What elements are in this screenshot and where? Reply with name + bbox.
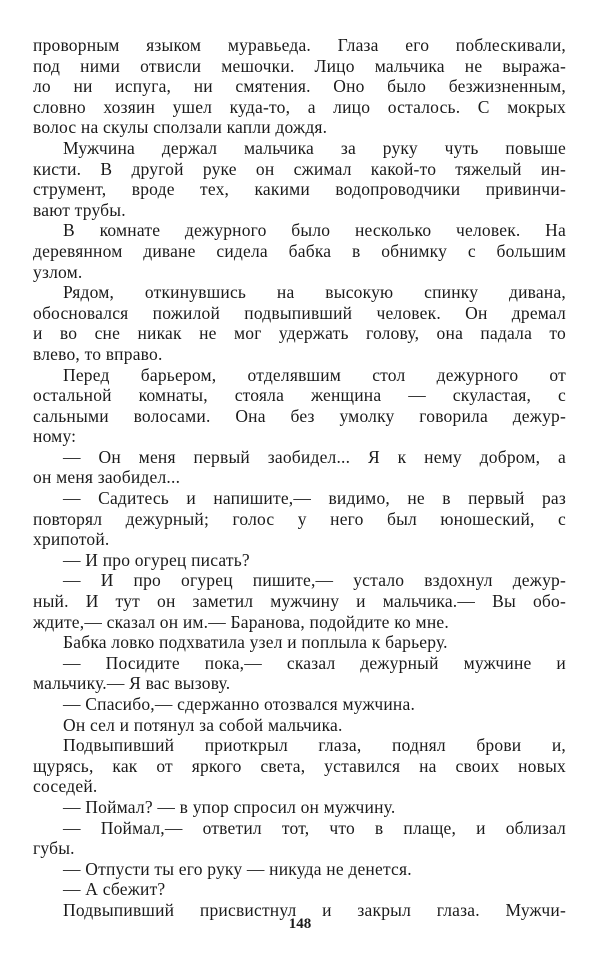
text-line: — Посидите пока,— сказал дежурный мужчине и bbox=[63, 652, 566, 673]
book-page-text bbox=[33, 35, 566, 921]
text-line: хрипотой. bbox=[33, 529, 110, 550]
text-line: губы. bbox=[33, 838, 75, 859]
text-line: остальной комнаты, стояла женщина — скуластая, с bbox=[33, 385, 566, 406]
text-line: деревянном диване сидела бабка в обнимку с большим bbox=[33, 240, 566, 261]
text-line: — И про огурец писать? bbox=[63, 549, 250, 570]
text-line: — Отпусти ты его руку — никуда не денется. bbox=[63, 858, 412, 879]
text-line: — И про огурец пишите,— устало вздохнул дежур- bbox=[63, 570, 566, 591]
text-line: Мужчина держал мальчика за руку чуть повыше bbox=[63, 137, 566, 158]
text-line: он меня заобидел... bbox=[33, 467, 181, 488]
text-line: мальчику.— Я вас вызову. bbox=[33, 673, 231, 694]
text-line: Он сел и потянул за собой мальчика. bbox=[63, 714, 343, 735]
text-line: ло ни испуга, ни смятения. Оно было безжизненным, bbox=[33, 76, 566, 97]
text-line: щурясь, как от яркого света, уставился на своих новых bbox=[33, 755, 566, 776]
text-line: и во сне никак не мог удержать голову, она падала то bbox=[33, 323, 566, 344]
text-line: ный. И тут он заметил мужчину и мальчика.— Вы обо- bbox=[33, 591, 566, 612]
text-line: словно хозяин ушел куда-то, а лицо осталось. С мокрых bbox=[33, 96, 566, 117]
text-line: — Поймал,— ответил тот, что в плаще, и облизал bbox=[63, 817, 566, 838]
text-line: влево, то вправо. bbox=[33, 343, 163, 364]
text-line: ждите,— сказал он им.— Баранова, подойдите ко мне. bbox=[33, 611, 449, 632]
page-number: 148 bbox=[288, 916, 312, 932]
text-line: вают трубы. bbox=[33, 199, 126, 220]
text-line: Рядом, откинувшись на высокую спинку дивана, bbox=[63, 282, 566, 303]
text-line: струмент, вроде тех, какими водопроводчики привинчи- bbox=[33, 179, 566, 200]
text-line: Бабка ловко подхватила узел и поплыла к барьеру. bbox=[63, 632, 448, 653]
text-line: Подвыпивший присвистнул и закрыл глаза. Мужчи- bbox=[63, 899, 566, 920]
text-line: под ними отвисли мешочки. Лицо мальчика не выража- bbox=[33, 55, 566, 76]
text-line: повторял дежурный; голос у него был юношеский, с bbox=[33, 508, 566, 529]
text-line: узлом. bbox=[33, 261, 83, 282]
text-line: волос на скулы сползали капли дождя. bbox=[33, 117, 328, 138]
text-line: — Он меня первый заобидел... Я к нему добром, а bbox=[63, 446, 566, 467]
text-line: — Поймал? — в упор спросил он мужчину. bbox=[63, 796, 396, 817]
text-line: обосновался пожилой подвыпивший человек. Он дремал bbox=[33, 302, 566, 323]
text-line: Перед барьером, отделявшим стол дежурного от bbox=[63, 364, 566, 385]
text-line: Подвыпивший приоткрыл глаза, поднял брови и, bbox=[63, 735, 566, 756]
text-line: — А сбежит? bbox=[63, 879, 166, 900]
text-line: ному: bbox=[33, 426, 77, 447]
text-line: соседей. bbox=[33, 776, 98, 797]
text-line: сальными волосами. Она без умолку говорила дежур- bbox=[33, 405, 566, 426]
text-line: проворным языком муравьеда. Глаза его поблескивали, bbox=[33, 35, 566, 55]
text-line: — Садитесь и напишите,— видимо, не в первый раз bbox=[63, 488, 566, 509]
text-line: — Спасибо,— сдержанно отозвался мужчина. bbox=[63, 694, 416, 714]
text-line: В комнате дежурного было несколько человек. На bbox=[63, 220, 566, 241]
text-line: кисти. В другой руке он сжимал какой-то тяжелый ин- bbox=[33, 158, 566, 179]
